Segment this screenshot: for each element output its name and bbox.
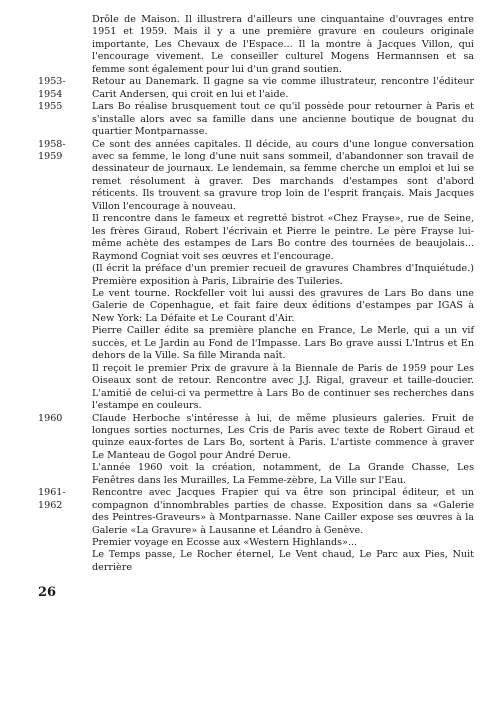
entry-year: 1953- 1954: [38, 76, 66, 100]
page-number: 26: [38, 585, 57, 600]
chronology: [38, 14, 474, 574]
paragraph: Ce sont des années capitales. Il décide, au cours d'une longue conversation avec sa femme, le long d'une nuit sans sommeil, d'abandonner son travail de dessinateur de journaux. Le lendemain, sa femme cherche un emploi et lui se remet résolument à graver. Des marchands d'estampes sont d'abord réticents. Ils trouvent sa gravure trop loin de l'esprit français. Mais Jacques Villon l'encourage à nouveau.: [92, 138, 474, 212]
paragraph: Claude Herboche s'intéresse à lui, de même plusieurs galeries. Fruit de longues sorties nocturnes, Les Cris de Paris avec texte de Robert Giraud et quinze eaux-fortes de Lars Bo, sortent à Paris. L'artiste commence à graver Le Manteau de Gogol pour André Derue.: [92, 412, 474, 461]
entry-year: [38, 14, 92, 76]
entry-year: 1961- 1962: [38, 487, 66, 511]
chronology-entry: [38, 413, 474, 488]
paragraph: Drôle de Maison. Il illustrera d'ailleurs une cinquantaine d'ouvrages entre 1951 et 1959. Mais il y a une première gravure en couleurs originale importante, Les Chevaux de l'Espace... Il la montre à Jacques Villon, qui l'encourage vivement. Le conseiller culturel Mogens Hermannsen et sa femme sont également pour lui d'un grand soutien.: [92, 14, 474, 75]
entry-year: 1955: [38, 101, 63, 113]
entry-text: [92, 139, 474, 413]
paragraph: Pierre Cailler édite sa première planche en France, Le Merle, qui a un vif succès, et Le Jardin au Fond de l'Impasse. Lars Bo grave aussi L'Intrus et En dehors de la Ville. Sa fille Miranda naît.: [92, 325, 474, 362]
paragraph: Lars Bo réalise brusquement tout ce qu'il possède pour retourner à Paris et s'installe alors avec sa famille dans une ancienne boutique de bougnat du quartier Montparnasse.: [92, 101, 474, 138]
paragraph: Premier voyage en Ecosse aux «Western Highlands»...: [92, 537, 358, 549]
entry-text: [92, 101, 474, 138]
chronology-entry: [38, 487, 474, 574]
entry-text: [92, 14, 474, 76]
chronology-entry: [38, 76, 474, 101]
paragraph: L'année 1960 voit la création, notamment, de La Grande Chasse, Les Fenêtres dans les Murailles, La Femme-zèbre, La Ville sur l'Eau.: [92, 462, 474, 486]
paragraph: Il reçoit le premier Prix de gravure à la Biennale de Paris de 1959 pour Les Oiseaux sont de retour. Rencontre avec J.J. Rigal, graveur et taille-doucier. L'amitié de celui-ci va permettre à Lars Bo de continuer ses recherches dans l'estampe en couleurs.: [92, 362, 474, 412]
paragraph: (Il écrit la préface d'un premier recueil de gravures Chambres d'Inquiétude.) Première exposition à Paris, Librairie des Tuileries.: [92, 263, 474, 287]
entry-text: [92, 76, 474, 101]
entry-text: [92, 413, 474, 488]
chronology-entry: [38, 14, 474, 76]
paragraph: Le Temps passe, Le Rocher éternel, Le Vent chaud, Le Parc aux Pies, Nuit derrière: [92, 549, 474, 573]
chronology-entry: [38, 139, 474, 413]
paragraph: Il rencontre dans le fameux et regretté bistrot «Chez Frayse», rue de Seine, les frères Giraud, Robert l'écrivain et Pierre le peintre. Le père Frayse lui-même achète des estampes de Lars Bo contre des tournées de beaujolais... Raymond Cogniat voit ses œuvres et l'encourage.: [92, 213, 474, 262]
paragraph: Rencontre avec Jacques Frapier qui va être son principal éditeur, et un compagnon d'innombrables parties de chasse. Exposition dans sa «Galerie des Peintres-Graveurs» à Montparnasse. Nane Cailler expose ses œuvres à la Galerie «La Gravure» à Lausanne et Léandro à Genève.: [92, 487, 474, 536]
entry-year: 1960: [38, 412, 63, 424]
entry-year: 1958- 1959: [38, 138, 66, 162]
paragraph: Retour au Danemark. Il gagne sa vie comme illustrateur, rencontre l'éditeur Carit Andersen, qui croit en lui et l'aide.: [92, 76, 474, 100]
paragraph: Le vent tourne. Rockfeller voit lui aussi des gravures de Lars Bo dans une Galerie de Copenhague, et fait faire deux éditions d'estampes par IGAS à New York: La Défaite et Le Courant d'Air.: [92, 287, 474, 324]
entry-text: [92, 487, 474, 574]
chronology-entry: [38, 101, 474, 138]
